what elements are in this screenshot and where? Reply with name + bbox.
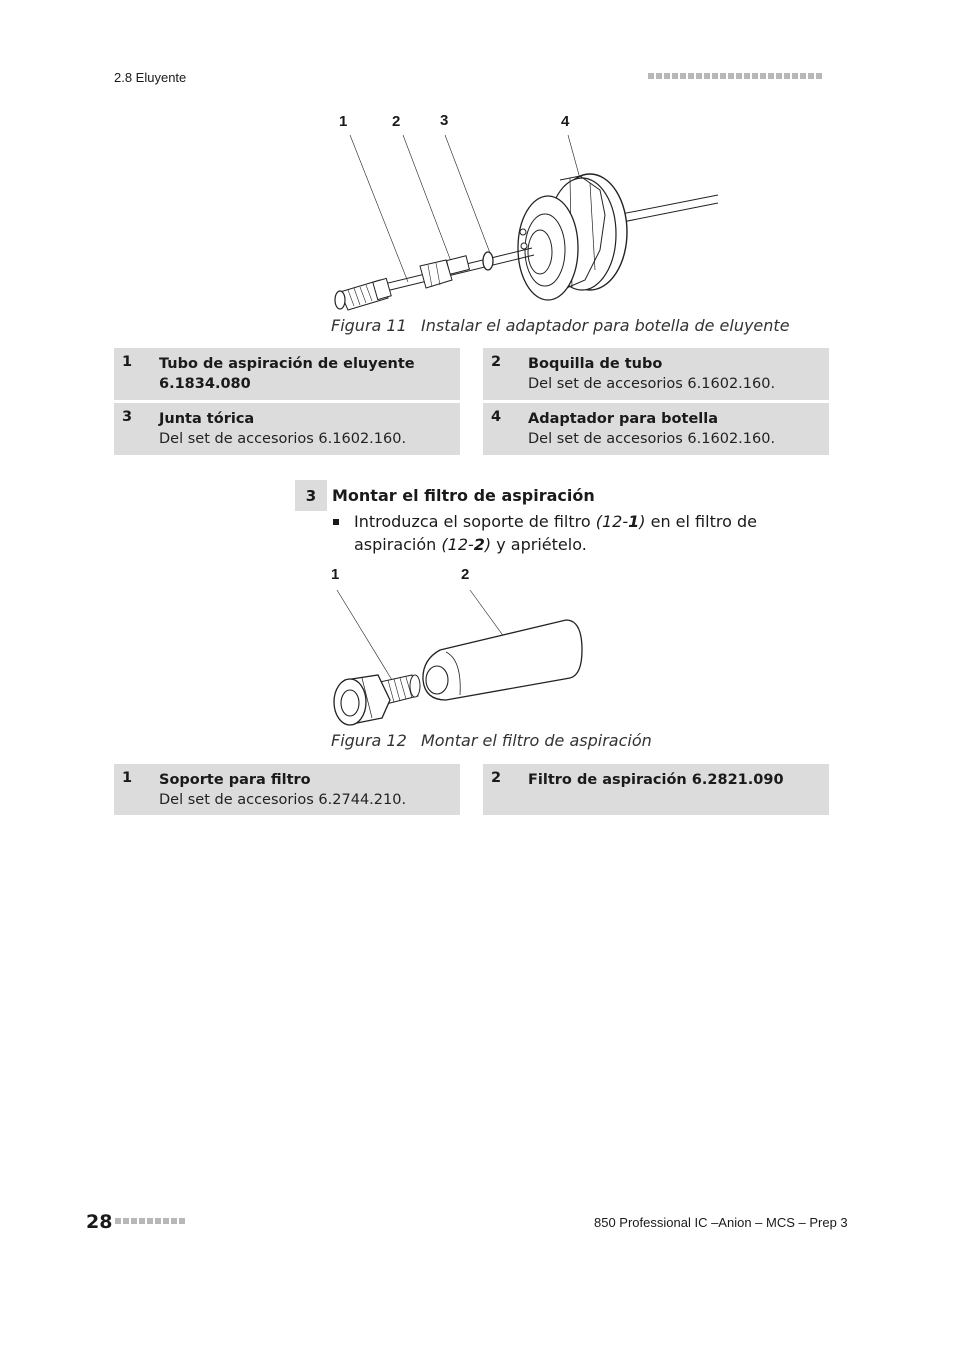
- fig11-callout-1: 1: [339, 113, 348, 130]
- instruction-part: y apriételo.: [491, 535, 587, 554]
- legend-number: 1: [122, 354, 133, 370]
- section-header: 2.8 Eluyente: [114, 70, 187, 85]
- legend-number: 2: [491, 354, 502, 370]
- legend-title: Boquilla de tubo: [528, 356, 663, 372]
- step-title: Montar el filtro de aspiración: [332, 486, 595, 505]
- figure-ref: ): [639, 512, 646, 531]
- fig11-callout-2: 2: [392, 113, 401, 130]
- fig11-callout-3: 3: [440, 112, 449, 129]
- figure-12-legend: [114, 764, 829, 815]
- figure-ref: (12-: [595, 512, 629, 531]
- figure-11-title: Instalar el adaptador para botella de eluyente: [421, 316, 790, 335]
- footer-decoration: [115, 1218, 185, 1224]
- instruction-part: Introduzca el soporte de filtro: [354, 512, 596, 531]
- fig12-callout-1: 1: [331, 566, 340, 583]
- legend-description: Del set de accesorios 6.1602.160.: [528, 376, 776, 392]
- legend-number: 4: [491, 409, 502, 425]
- figure-ref: (12-: [441, 535, 474, 554]
- page-number: 28: [86, 1211, 113, 1233]
- figure-12-caption: [331, 731, 652, 750]
- fig11-callout-4: 4: [561, 113, 570, 130]
- figure-ref-number: 1: [628, 512, 640, 531]
- fig12-callout-2: 2: [461, 566, 470, 583]
- legend-number: 3: [122, 409, 133, 425]
- figure-ref: ): [484, 535, 492, 554]
- legend-title: Junta tórica: [159, 411, 255, 427]
- figure-12-number: Figura 12: [331, 731, 407, 750]
- legend-item: [114, 764, 460, 815]
- legend-description: Del set de accesorios 6.2744.210.: [159, 792, 407, 808]
- legend-number: 1: [122, 770, 133, 786]
- figure-ref-number: 2: [473, 535, 485, 554]
- legend-number: 2: [491, 770, 502, 786]
- instruction-part: en el filtro de aspiración: [354, 512, 757, 554]
- legend-title: Filtro de aspiración 6.2821.090: [528, 772, 784, 788]
- document-title: 850 Professional IC –Anion – MCS – Prep 3: [594, 1215, 848, 1230]
- legend-description: Del set de accesorios 6.1602.160.: [159, 431, 407, 447]
- legend-item: [483, 764, 829, 815]
- legend-title: Tubo de aspiración de eluyente 6.1834.080: [159, 356, 415, 392]
- figure-12-title: Montar el filtro de aspiración: [421, 731, 652, 750]
- step-number: 3: [295, 480, 327, 511]
- legend-description: Del set de accesorios 6.1602.160.: [528, 431, 776, 447]
- legend-title: Adaptador para botella: [528, 411, 719, 427]
- legend-title: Soporte para filtro: [159, 772, 311, 788]
- figure-11-number: Figura 11: [331, 316, 407, 335]
